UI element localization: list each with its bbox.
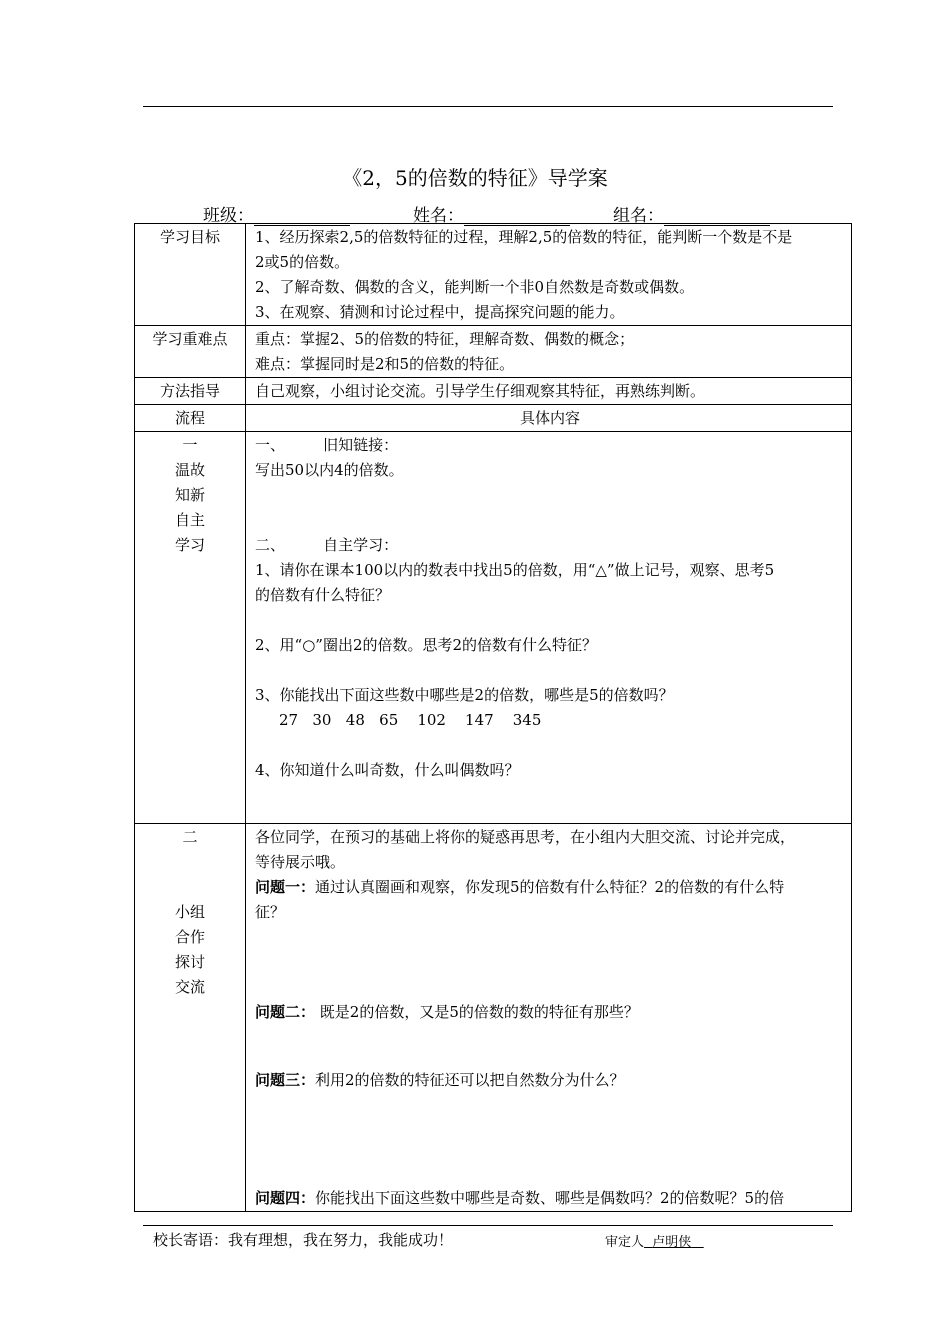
key-points-content — [246, 326, 852, 378]
number-list: 27 30 48 65 102 147 345 — [279, 711, 542, 729]
stage1-label-line: 知新 — [174, 486, 205, 504]
stage2-label-line: 合作 — [174, 928, 205, 946]
stage2-label-line: 交流 — [174, 978, 205, 996]
stage1-label-line: 一 — [182, 436, 198, 454]
problem-3-label: 问题三： — [255, 1071, 316, 1089]
stage1-label-line: 学习 — [174, 536, 205, 554]
key-points-label: 学习重难点 — [135, 326, 246, 378]
stage1-content — [246, 432, 852, 824]
stage2-content — [246, 824, 852, 1212]
stage1-label-line: 温故 — [174, 461, 205, 479]
method-content: 自己观察，小组讨论交流。引导学生仔细观察其特征，再熟练判断。 — [246, 378, 852, 405]
document-title: 《2，5的倍数的特征》导学案 — [342, 166, 608, 190]
question-2: 2、用“○”圈出2的倍数。思考2的倍数有什么特征？ — [255, 636, 598, 654]
stage2-label-line: 探讨 — [174, 953, 205, 971]
problem-4-label: 问题四： — [255, 1189, 316, 1207]
key-point-line: 重点：掌握2、5的倍数的特征，理解奇数、偶数的概念； — [255, 330, 635, 348]
problem-1-label: 问题一： — [255, 878, 316, 896]
key-points-row — [135, 326, 852, 378]
study-guide-table — [134, 223, 852, 1212]
question-4: 4、你知道什么叫奇数，什么叫偶数吗？ — [255, 761, 520, 779]
stage1-label — [135, 432, 246, 824]
method-label: 方法指导 — [135, 378, 246, 405]
problem-1-cont: 征？ — [255, 903, 286, 921]
stage2-label-line: 小组 — [174, 903, 205, 921]
stage2-label — [135, 824, 246, 1212]
stage2-row — [135, 824, 852, 1212]
header-rule — [143, 106, 833, 107]
goals-row — [135, 224, 852, 326]
method-row — [135, 378, 852, 405]
problem-2 — [255, 1000, 845, 1025]
problem-3-text: 利用2的倍数的特征还可以把自然数分为什么？ — [315, 1071, 625, 1089]
flow-label: 流程 — [135, 405, 246, 432]
problem-1-text: 通过认真圈画和观察，你发现5的倍数有什么特征？2的倍数的有什么特 — [315, 878, 785, 896]
goals-line: 1、经历探索2,5的倍数特征的过程，理解2,5的倍数的特征，能判断一个数是不是 — [255, 228, 793, 246]
key-point-line: 难点：掌握同时是2和5的倍数的特征。 — [255, 355, 515, 373]
goals-line: 2、了解奇数、偶数的含义，能判断一个非0自然数是奇数或偶数。 — [255, 278, 695, 296]
stage1-row — [135, 432, 852, 824]
question-1-cont: 的倍数有什么特征？ — [255, 586, 391, 604]
reviewer-name — [644, 1235, 704, 1250]
reviewer-name-text: 卢明侠 — [652, 1235, 692, 1250]
stage2-intro-cont: 等待展示哦。 — [255, 853, 346, 871]
goals-label: 学习目标 — [135, 224, 246, 326]
flow-header-row — [135, 405, 852, 432]
question-1: 1、请你在课本100以内的数表中找出5的倍数，用“△”做上记号，观察、思考5 — [255, 561, 775, 579]
principal-motto: 校长寄语：我有理想，我在努力，我能成功！ — [153, 1231, 454, 1249]
stage1-label-line: 自主 — [174, 511, 205, 529]
group-label: 组名： — [613, 206, 664, 226]
problem-4-text: 你能找出下面这些数中哪些是奇数、哪些是偶数吗？2的倍数呢？5的倍 — [315, 1189, 785, 1207]
reviewer-label: 审定人 — [605, 1235, 645, 1250]
reviewer — [605, 1231, 704, 1250]
name-label: 姓名： — [413, 206, 464, 226]
content-header: 具体内容 — [246, 405, 852, 432]
problem-1 — [255, 875, 845, 900]
self-study-heading: 二、 自主学习： — [255, 536, 399, 554]
review-task: 写出50以内4的倍数。 — [255, 461, 404, 479]
goals-line: 2或5的倍数。 — [255, 253, 350, 271]
review-heading: 一、 旧知链接： — [255, 436, 399, 454]
goals-line: 3、在观察、猜测和讨论过程中，提高探究问题的能力。 — [255, 303, 625, 321]
class-label: 班级： — [203, 206, 254, 226]
goals-content — [246, 224, 852, 326]
stage2-label-line: 二 — [182, 828, 198, 846]
problem-2-label: 问题二： — [255, 1003, 316, 1021]
question-3: 3、你能找出下面这些数中哪些是2的倍数，哪些是5的倍数吗？ — [255, 686, 674, 704]
problem-2-text: 既是2的倍数，又是5的倍数的数的特征有那些？ — [315, 1003, 639, 1021]
problem-3 — [255, 1068, 845, 1093]
footer-rule — [143, 1225, 833, 1226]
stage2-intro: 各位同学，在预习的基础上将你的疑惑再思考，在小组内大胆交流、讨论并完成， — [255, 828, 796, 846]
problem-4 — [255, 1186, 845, 1211]
